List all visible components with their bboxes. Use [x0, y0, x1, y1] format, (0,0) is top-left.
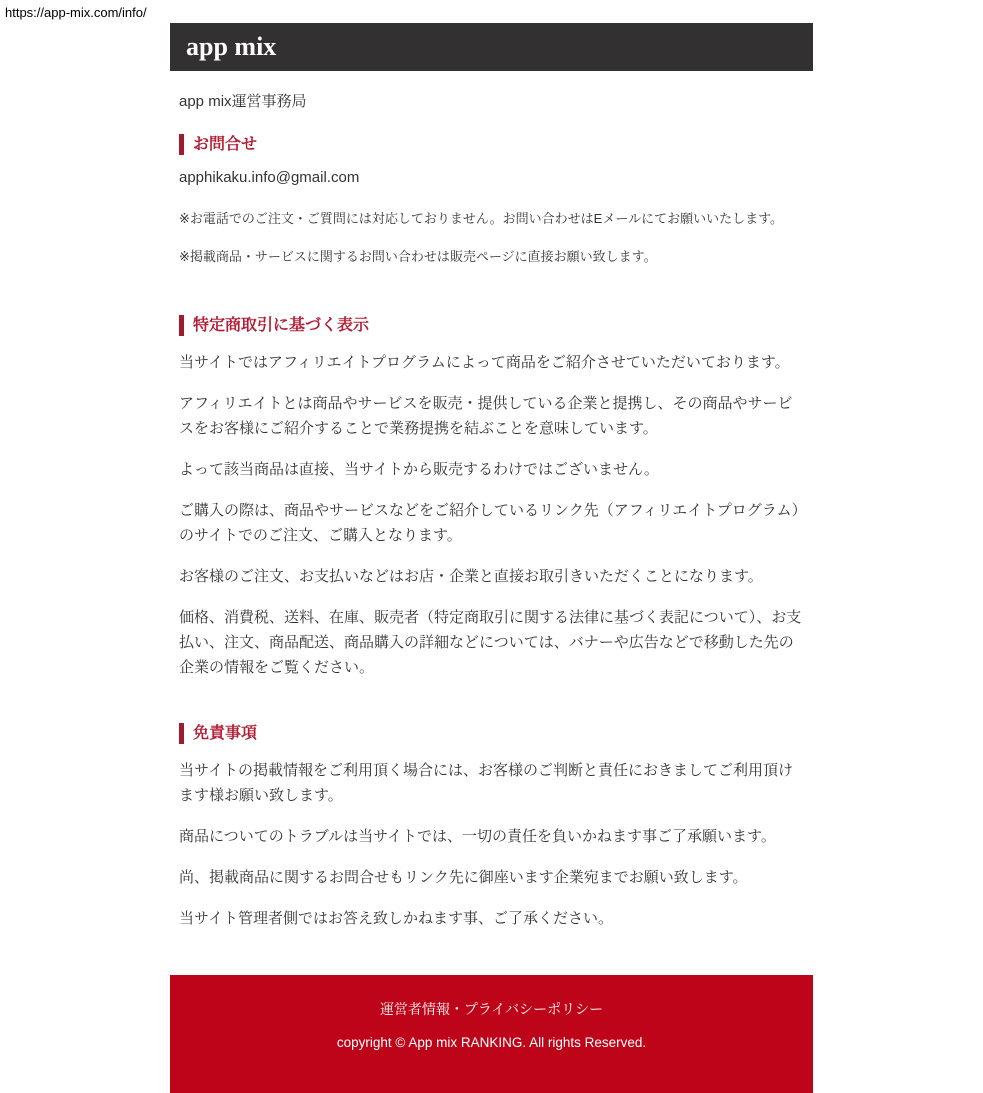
tokushoho-paragraph: 当サイトではアフィリエイトプログラムによって商品をご紹介させていただいております。 — [179, 354, 790, 371]
disclaimer-heading: 免責事項 — [179, 723, 804, 744]
tokushoho-paragraph: ご購入の際は、商品やサービスなどをご紹介しているリンク先（アフィリエイトプログラム）のサイトでのご注文、ご購入となります。 — [179, 502, 800, 544]
contact-heading: お問合せ — [179, 134, 804, 155]
contact-note-phone: ※お電話でのご注文・ご質問には対応しておりません。お問い合わせはEメールにてお願いいたします。 — [179, 211, 784, 226]
contact-note-products: ※掲載商品・サービスに関するお問い合わせは販売ページに直接お願い致します。 — [179, 249, 657, 264]
footer-copyright: copyright © App mix RANKING. All rights Reserved. — [336, 1035, 647, 1050]
site-operator-line: app mix運営事務局 — [179, 93, 307, 110]
site-logo-text: app mix — [186, 32, 277, 61]
section-disclaimer — [179, 723, 804, 931]
tokushoho-paragraph: よって該当商品は直接、当サイトから販売するわけではございません。 — [179, 461, 659, 478]
tokushoho-paragraph: お客様のご注文、お支払いなどはお店・企業と直接お取引きいただくことになります。 — [179, 568, 763, 585]
disclaimer-paragraph: 尚、掲載商品に関するお問合せもリンク先に御座います企業宛までお願い致します。 — [179, 869, 748, 886]
site-footer — [170, 975, 813, 1093]
page-container — [170, 23, 813, 1093]
disclaimer-paragraph: 当サイトの掲載情報をご利用頂く場合には、お客様のご判断と責任におきましてご利用頂けます様お願い致します。 — [179, 762, 793, 804]
main-content — [170, 93, 813, 931]
page-url-caption: https://app-mix.com/info/ — [5, 5, 147, 20]
site-header-bar — [170, 23, 813, 71]
tokushoho-heading: 特定商取引に基づく表示 — [179, 315, 804, 336]
disclaimer-paragraph: 当サイト管理者側ではお答え致しかねます事、ご了承ください。 — [179, 910, 613, 927]
disclaimer-paragraph: 商品についてのトラブルは当サイトでは、一切の責任を負いかねます事ご了承願います。 — [179, 828, 776, 845]
footer-privacy-policy-link[interactable]: 運営者情報・プライバシーポリシー — [379, 1001, 604, 1017]
contact-email: apphikaku.info@gmail.com — [179, 169, 360, 186]
section-contact — [179, 134, 804, 265]
tokushoho-paragraph: 価格、消費税、送料、在庫、販売者（特定商取引に関する法律に基づく表記について）、お支払い、注文、商品配送、商品購入の詳細などについては、バナーや広告などで移動した先の企業の情報をご覧ください。 — [179, 609, 802, 676]
section-tokushoho — [179, 315, 804, 680]
tokushoho-paragraph: アフィリエイトとは商品やサービスを販売・提供している企業と提携し、その商品やサービスをお客様にご紹介することで業務提携を結ぶことを意味しています。 — [179, 395, 793, 437]
